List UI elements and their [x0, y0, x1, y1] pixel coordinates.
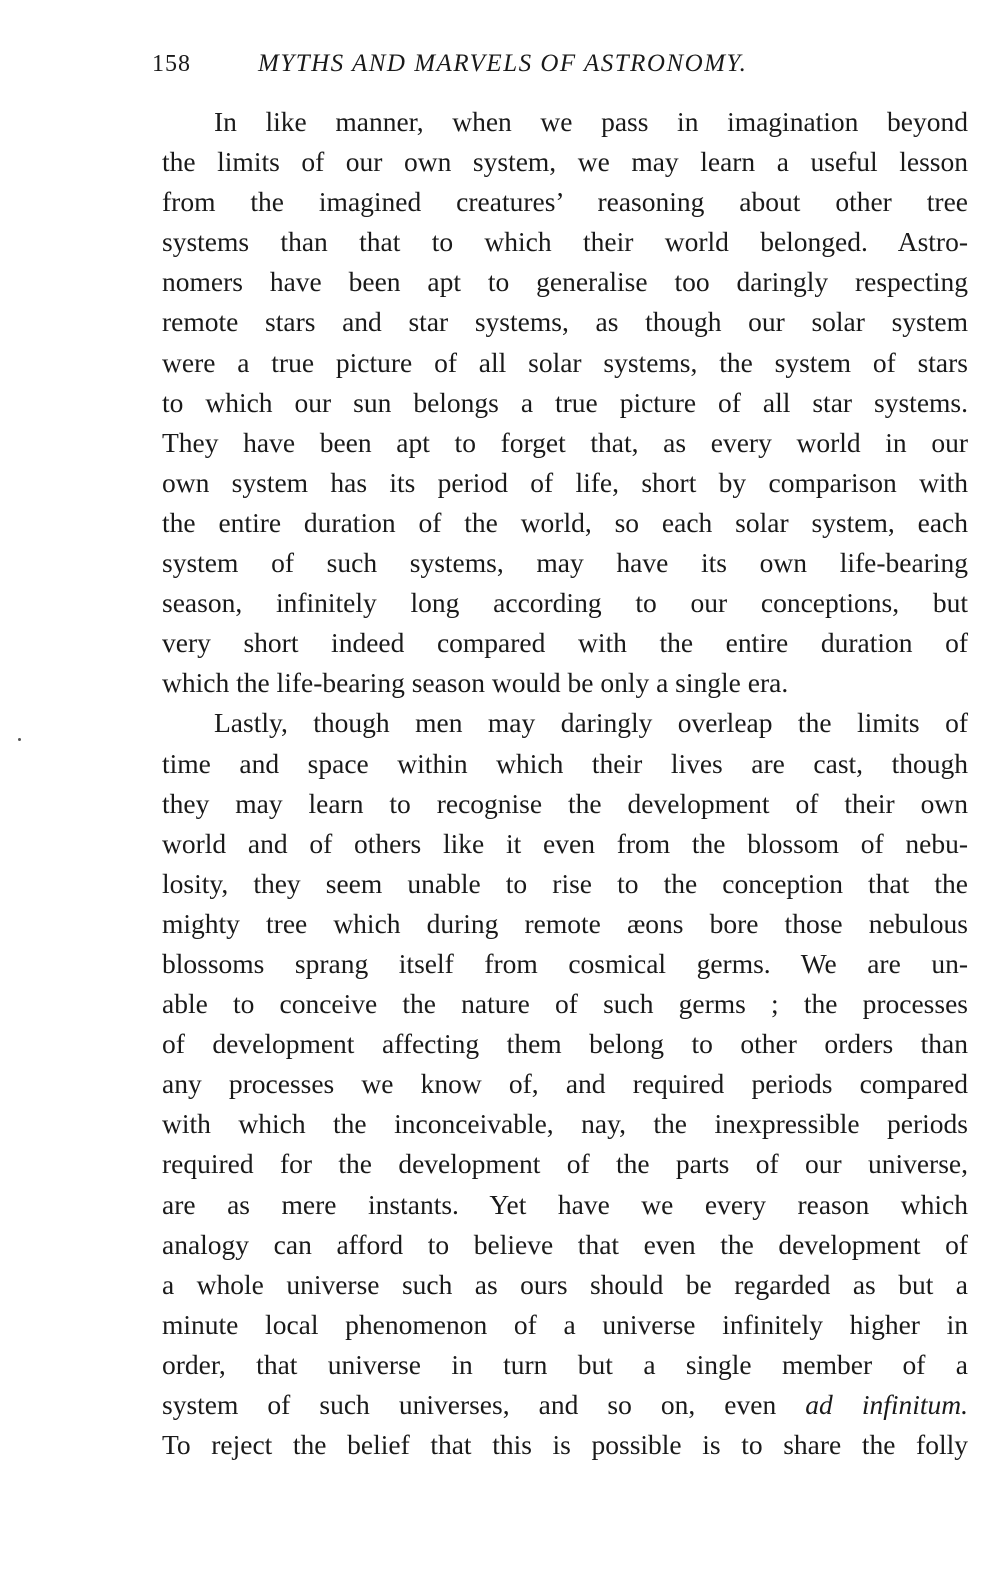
text-line: analogy can afford to believe that even the development of [162, 1228, 968, 1260]
text-line: from the imagined creatures’ reasoning about other tree [162, 186, 968, 218]
text-line: remote stars and star systems, as though our solar system [162, 306, 968, 338]
body-text [162, 102, 968, 1465]
italic-phrase: ad infinitum. [805, 1389, 968, 1420]
text-line: mighty tree which during remote æons bore those nebulous [162, 907, 968, 939]
text-line: to which our sun belongs a true picture of all star systems. [162, 386, 968, 418]
text-line: of development affecting them belong to other orders than [162, 1028, 968, 1060]
running-head [152, 46, 982, 82]
text-line: able to conceive the nature of such germs ; the processes [162, 988, 968, 1020]
text-segment: system of such universes, and so on, even [162, 1389, 806, 1420]
text-line: minute local phenomenon of a universe infinitely higher in [162, 1308, 968, 1340]
text-line: any processes we know of, and required periods compared [162, 1068, 968, 1100]
text-line: They have been apt to forget that, as every world in our [162, 426, 968, 458]
text-line: were a true picture of all solar systems, the system of stars [162, 346, 968, 378]
text-line: time and space within which their lives are cast, though [162, 747, 968, 779]
running-title: MYTHS AND MARVELS OF ASTRONOMY. [258, 50, 748, 77]
text-line: a whole universe such as ours should be regarded as but a [162, 1268, 968, 1300]
text-line: losity, they seem unable to rise to the conception that the [162, 867, 968, 899]
text-line: required for the development of the parts of our universe, [162, 1148, 968, 1180]
text-line: they may learn to recognise the development of their own [162, 787, 968, 819]
text-line: the entire duration of the world, so each solar system, each [162, 506, 968, 538]
text-line: Lastly, though men may daringly overleap the limits of [214, 707, 968, 739]
text-line: are as mere instants. Yet have we every reason which [162, 1188, 968, 1220]
text-line: To reject the belief that this is possible is to share the folly [162, 1429, 968, 1461]
text-line: very short indeed compared with the entire duration of [162, 627, 968, 659]
text-line: with which the inconceivable, nay, the inexpressible periods [162, 1108, 968, 1140]
text-line-with-italic [162, 1385, 968, 1425]
text-line: In like manner, when we pass in imagination beyond [214, 106, 968, 137]
text-line: season, infinitely long according to our conceptions, but [162, 587, 968, 619]
text-line: order, that universe in turn but a single member of a [162, 1348, 968, 1380]
text-line: the limits of our own system, we may learn a useful lesson [162, 146, 968, 178]
text-line: own system has its period of life, short by comparison with [162, 466, 968, 498]
text-line: system of such systems, may have its own life-bearing [162, 547, 968, 579]
text-line: blossoms sprang itself from cosmical germs. We are un- [162, 947, 968, 979]
margin-speck [18, 738, 21, 741]
text-line: which the life-bearing season would be only a single era. [162, 667, 789, 699]
page-number: 158 [152, 51, 191, 77]
text-line: nomers have been apt to generalise too daringly respecting [162, 266, 968, 298]
text-line: world and of others like it even from the blossom of nebu- [162, 827, 968, 859]
text-line: systems than that to which their world belonged. Astro- [162, 226, 968, 258]
